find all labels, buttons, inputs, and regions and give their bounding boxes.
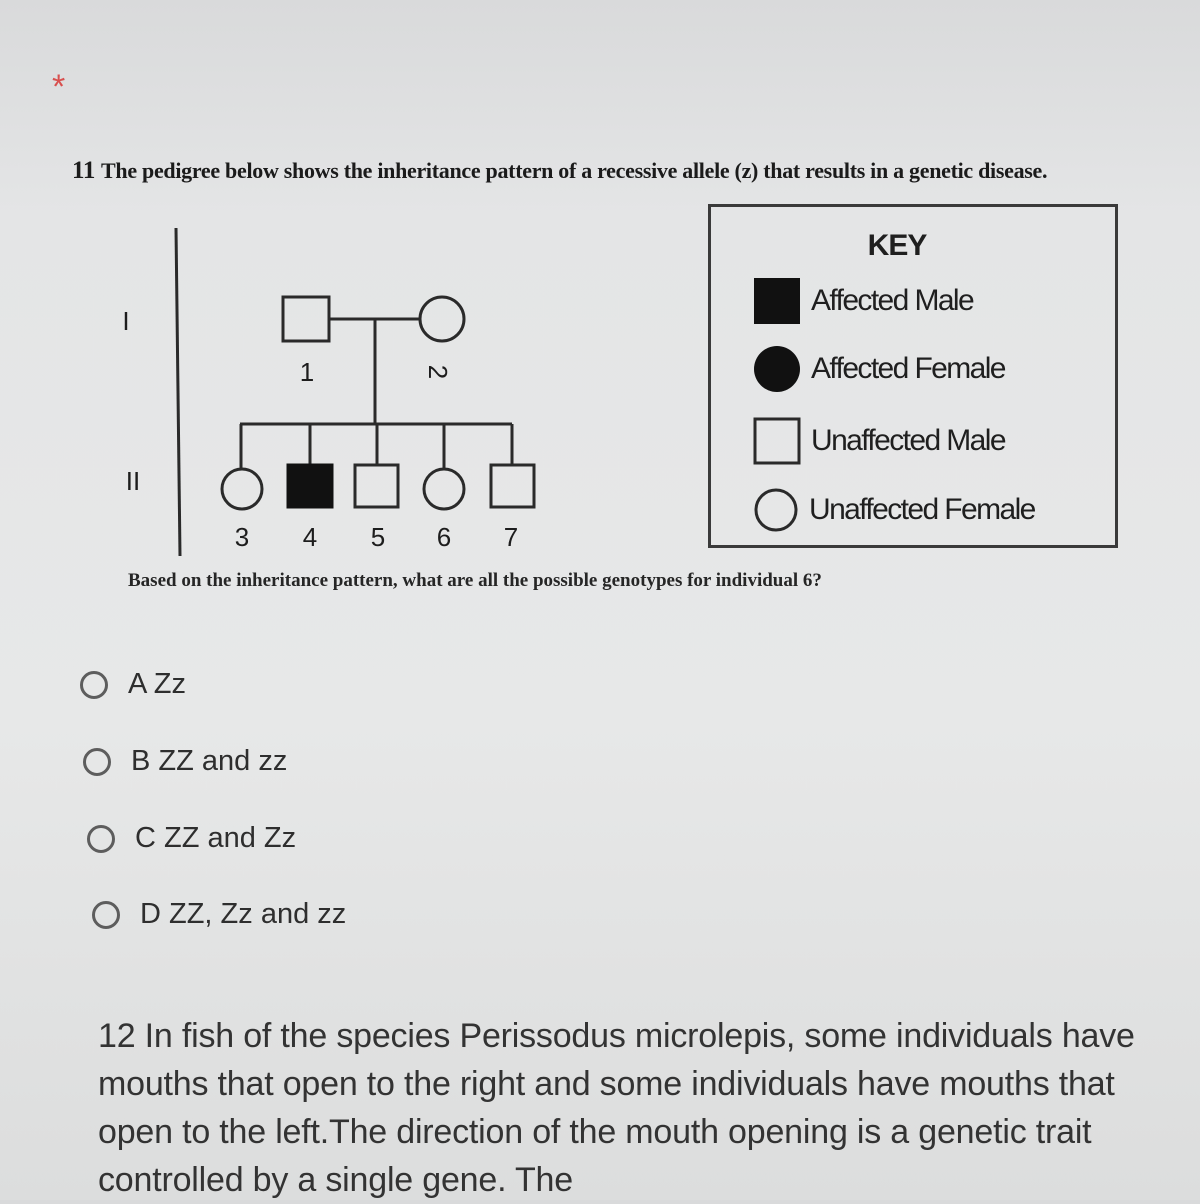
required-marker: * [52,68,66,106]
key-label-affected-female: Affected Female [811,352,1005,385]
radio-circle-icon[interactable] [87,825,115,853]
question-text: The pedigree below shows the inheritance pattern of a recessive allele (z) that results in a genetic disease. [101,158,1048,183]
key-item-unaffected-male [753,417,1005,465]
key-label-unaffected-female: Unaffected Female [809,493,1035,526]
pedigree-key [708,204,1118,548]
option-a-label[interactable]: A Zz [128,668,187,700]
option-d[interactable] [92,898,346,931]
individual-6-unaffected-female [424,469,464,509]
option-b[interactable] [83,745,287,778]
individual-label-6: 6 [436,522,452,552]
generation-label-1: I [122,306,130,336]
next-question-text: 12 In fish of the species Perissodus microlepis, some individuals have mouths that open to the right and some individuals have mouths that open to the left.The direction of the mouth opening is a genetic trait controlled by a single gene. The [98,1017,1135,1199]
individual-label-5: 5 [370,522,386,552]
individual-label-3: 3 [234,522,250,552]
option-c[interactable] [87,822,296,855]
option-c-label[interactable]: C ZZ and Zz [135,822,297,854]
option-d-label[interactable]: D ZZ, Zz and zz [140,898,347,930]
key-label-unaffected-male: Unaffected Male [811,424,1005,457]
generation-label-2: II [125,466,141,496]
key-title: KEY [867,229,927,262]
individual-3-unaffected-female [222,469,262,509]
individual-label-4: 4 [302,522,318,552]
individual-label-1: 1 [299,357,315,387]
individual-4-affected-male [288,465,332,507]
sub-question: Based on the inheritance pattern, what are all the possible genotypes for individual 6? [128,570,822,591]
individual-5-unaffected-male [355,465,398,507]
option-b-label[interactable]: B ZZ and zz [131,745,288,777]
individual-1-unaffected-male [283,297,329,341]
empty-circle-icon [753,487,799,533]
empty-square-icon [753,417,801,465]
question-number: 11 [72,157,96,184]
option-a[interactable] [80,668,186,701]
pedigree-divider [176,228,180,556]
individual-label-2: 2 [423,364,453,380]
key-item-unaffected-female [753,487,1035,533]
filled-circle-icon [753,345,801,393]
key-item-affected-male [753,277,973,325]
key-item-affected-female [753,345,1005,393]
individual-2-unaffected-female [420,297,464,341]
radio-circle-icon[interactable] [83,748,111,776]
key-label-affected-male: Affected Male [811,284,974,317]
individual-7-unaffected-male [491,465,534,507]
filled-square-icon [753,277,801,325]
radio-circle-icon[interactable] [80,671,108,699]
pedigree-chart [0,0,700,560]
radio-circle-icon[interactable] [92,901,120,929]
individual-label-7: 7 [503,522,519,552]
